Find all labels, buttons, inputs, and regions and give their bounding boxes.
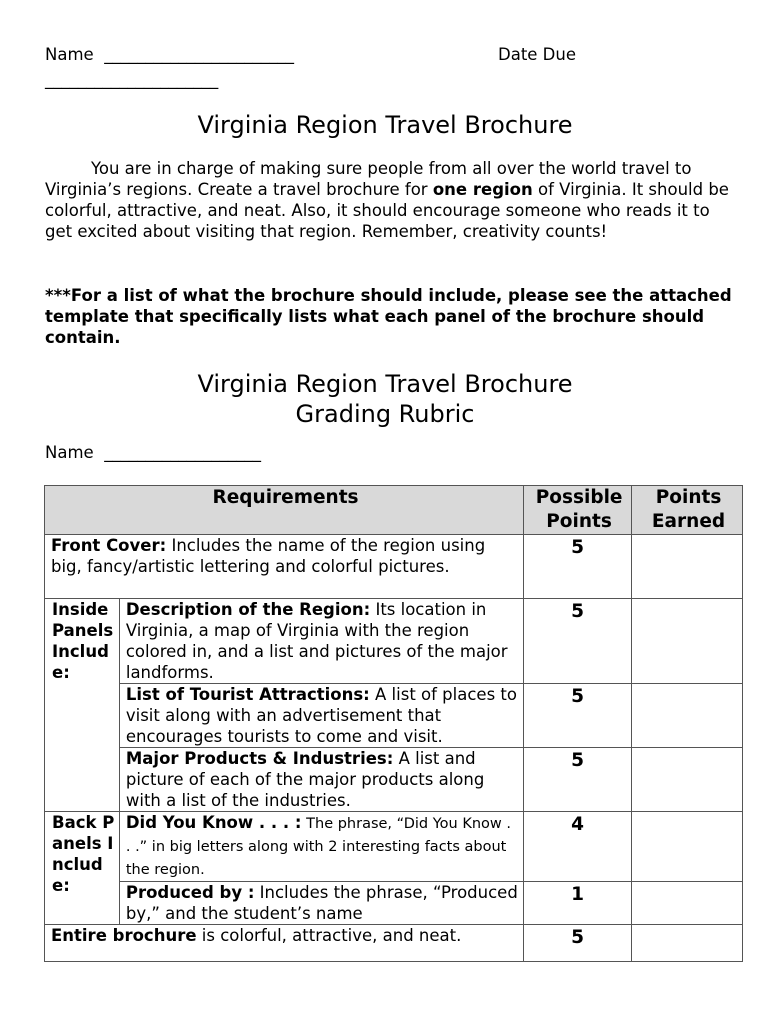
requirement-cell (119, 748, 523, 812)
possible-points: 4 (524, 812, 632, 882)
requirement-text: A list of places to visit along with an advertisement that encourages tourists to come and visit. (125, 685, 517, 746)
table-row (45, 684, 743, 748)
possible-points: 5 (524, 925, 632, 962)
rubric-title-line1: Virginia Region Travel Brochure (197, 370, 573, 398)
points-earned-cell[interactable] (632, 925, 743, 962)
requirement-text: Its location in Virginia, a map of Virginia with the region colored in, and a list and pictures of the major landforms. (125, 600, 508, 682)
requirement-label: Description of the Region: (125, 600, 371, 619)
possible-points: 1 (524, 882, 632, 925)
date-due-label: Date Due (498, 45, 576, 64)
requirement-label: Entire brochure (51, 926, 197, 945)
rubric-table (44, 485, 743, 962)
points-earned-header: Points Earned (632, 486, 743, 535)
rubric-name-blank[interactable]: ___________________ (104, 443, 261, 462)
table-row (45, 535, 743, 599)
intro-paragraph (45, 158, 735, 242)
requirements-header: Requirements (45, 486, 524, 535)
intro-bold: one region (432, 180, 533, 199)
points-earned-cell[interactable] (632, 599, 743, 684)
requirement-text: Includes the phrase, “Produced by,” and the student’s name (125, 883, 518, 923)
requirement-cell (45, 925, 524, 962)
table-row (45, 925, 743, 962)
possible-points: 5 (524, 535, 632, 599)
intro-text-2: of Virginia. It should be colorful, attractive, and neat. Also, it should encourage someone who reads it to get excited about visiting that region. Remember, creativity counts! (45, 180, 729, 241)
table-row (45, 882, 743, 925)
template-note: ***For a list of what the brochure should include, please see the attached template that specifically lists what each panel of the brochure should contain. (45, 286, 732, 347)
back-panels-group: Back Panels Include: (45, 812, 120, 925)
requirement-label: Did You Know . . . : (125, 813, 302, 832)
requirement-text: A list and picture of each of the major products along with a list of the industries. (125, 749, 485, 810)
possible-points: 5 (524, 599, 632, 684)
table-row (45, 812, 743, 882)
name-label: Name (45, 45, 94, 64)
rubric-header-row (45, 486, 743, 535)
name-line (45, 45, 294, 64)
requirement-label: Produced by : (125, 883, 255, 902)
requirement-cell (45, 535, 524, 599)
requirement-text: is colorful, attractive, and neat. (196, 926, 462, 945)
table-row (45, 748, 743, 812)
points-earned-cell[interactable] (632, 684, 743, 748)
table-row (45, 599, 743, 684)
requirement-label: List of Tourist Attractions: (125, 685, 370, 704)
inside-panels-group: Inside Panels Include: (45, 599, 120, 812)
requirement-cell (119, 684, 523, 748)
points-earned-cell[interactable] (632, 882, 743, 925)
requirement-text: The phrase, “Did You Know . . .” in big letters along with 2 interesting facts about the region. (125, 816, 511, 878)
date-due-blank[interactable]: _____________________ (45, 70, 219, 89)
name-blank[interactable]: _______________________ (104, 45, 294, 64)
intro-text-1: You are in charge of making sure people from all over the world travel to Virginia’s regions. Create a travel brochure for (45, 159, 692, 199)
points-earned-cell[interactable] (632, 748, 743, 812)
rubric-name-label: Name (45, 443, 94, 462)
points-earned-cell[interactable] (632, 812, 743, 882)
points-earned-cell[interactable] (632, 535, 743, 599)
rubric-name-line (45, 443, 261, 462)
possible-points: 5 (524, 684, 632, 748)
requirement-cell (119, 882, 523, 925)
rubric-title-line2: Grading Rubric (295, 400, 475, 428)
possible-points-header: Possible Points (524, 486, 632, 535)
requirement-cell (119, 812, 523, 882)
requirement-label: Major Products & Industries: (125, 749, 394, 768)
requirement-text: Includes the name of the region using big, fancy/artistic lettering and colorful pictures. (51, 536, 486, 576)
page-title: Virginia Region Travel Brochure (197, 111, 573, 139)
requirement-cell (119, 599, 523, 684)
possible-points: 5 (524, 748, 632, 812)
requirement-label: Front Cover: (51, 536, 167, 555)
